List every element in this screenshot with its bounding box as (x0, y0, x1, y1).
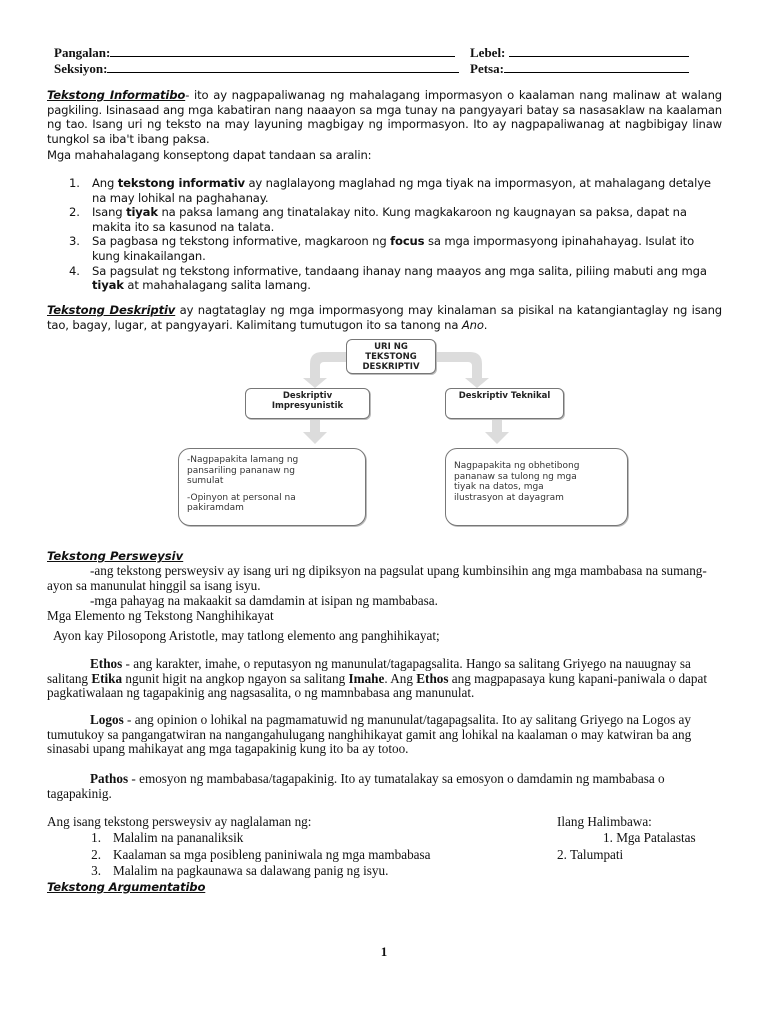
diagram-right-box (445, 388, 564, 419)
section-label: Seksiyon: (54, 61, 108, 76)
aristotle-line: Ayon kay Pilosopong Aristotle, may tatlong elemento ang panghihikayat; (53, 628, 440, 643)
deskriptiv-paragraph: Tekstong Deskriptiv ay nagtataglay ng mga impormasyong may kinalaman sa pisikal na katangiantaglay ng isang tao, bagay, lugar, at pangyayari. Kalimitang tumutugon ito sa tanong na Ano. (47, 303, 723, 332)
informatibo-intro: - ito ay nagpapaliwanag ng mahalagang impormasyon o kaalaman nang malinaw at walang pagkiling. Isinasaad ang mga kabatiran nang naaayon sa mga tunay na pangyayari batay sa nasasaklaw na kaalaman ng tao. Isang uri ng teksto na may layuning magbigay ng impormasyon. Ito ay nagpapaliwanag at nagbibigay linaw tungkol sa iba't ibang paksa. (47, 88, 722, 146)
diagram-right-desc-box (445, 448, 628, 526)
diagram-left-label: Deskriptiv Impresyunistik (271, 391, 344, 411)
list-item: 3. Malalim na pagkaunawa sa dalawang panig ng isyu. (91, 863, 389, 879)
elements-title: Mga Elemento ng Tekstong Nanghihikayat (47, 608, 274, 623)
diagram-root-label: URI NG TEKSTONG DESKRIPTIV (362, 342, 420, 372)
arrow-left-down (303, 420, 327, 444)
ethos-term: Ethos (90, 656, 123, 671)
pathos-paragraph: Pathos - emosyon ng mambabasa/tagapakinig. Ito ay tumatalakay sa emosyon o damdamin ng mambabasa o tagapakinig. (47, 771, 665, 801)
list-item: 2. Isang tiyak na paksa lamang ang tinatalakay nito. Kung magkakaroon ng kaugnayan sa paksa, dapat na makita ito sa kasunod na talata. (69, 205, 687, 234)
persweysiv-title: Tekstong Persweysiv (47, 549, 184, 563)
list-item: 3. Sa pagbasa ng tekstong informative, magkaroon ng focus sa mga impormasyong ipinahahayag. Isulat ito kung kinakailangan. (69, 234, 695, 263)
pathos-term: Pathos (90, 771, 129, 786)
arrow-right-down (485, 420, 509, 444)
persweysiv-title-row (47, 549, 722, 564)
list-item: 1. Malalim na pananaliksik (91, 830, 244, 845)
argumentatibo-title-row (47, 880, 722, 895)
diagram-left-desc-2: -Opinyon at personal na pakiramdam (187, 492, 296, 513)
diagram-root-box (346, 339, 436, 374)
date-label: Petsa: (470, 61, 504, 76)
page-number: 1 (380, 944, 388, 959)
examples-title: Ilang Halimbawa: (557, 814, 652, 829)
list-item: 4. Sa pagsulat ng tekstong informative, tandaang ihanay nang maayos ang mga salita, piliing mabuti ang mga tiyak at mahahalagang salita lamang. (69, 263, 707, 293)
contains-list (47, 831, 507, 879)
diagram-right-label: Deskriptiv Teknikal (458, 391, 551, 401)
informatibo-title: Tekstong Informatibo (47, 88, 186, 102)
arrow-right-curve (436, 352, 489, 388)
persweysiv-line2: -mga pahayag na makaakit sa damdamin at isipan ng mambabasa. (90, 593, 438, 608)
list-item: 1. Ang tekstong informativ ay naglalayong maglahad ng mga tiyak na impormasyon, at mahalagang detalye na may lohikal na paghahanay. (69, 176, 711, 205)
example-1: 1. Mga Patalastas (603, 830, 696, 845)
logos-term: Logos (90, 712, 124, 727)
diagram-left-desc-1: -Nagpapakita lamang ng pansariling pananaw ng sumulat (187, 455, 299, 486)
arrow-left-curve (303, 352, 346, 388)
diagram-right-desc: Nagpapakita ng obhetibong pananaw sa tulong ng mga tiyak na datos, mga ilustrasyon at dayagram (454, 461, 580, 503)
concepts-lead: Mga mahahalagang konseptong dapat tandaan sa aralin: (47, 148, 372, 162)
logos-paragraph: Logos - ang opinion o lohikal na pagmamatuwid ng manunulat/tagapagsalita. Ito ay salitang Griyego na Logos ay tumutukoy sa pangangatwiran na nangangahulugang nanghihikayat gamit ang lohikal na kaalaman o may katwiran ba ang sinasabi upang mahikayat ang mga tagapakinig kung ito ba ay totoo. (47, 712, 692, 757)
diagram-left-desc-box (178, 448, 366, 526)
name-label: Pangalan: (54, 45, 111, 60)
deskriptiv-title: Tekstong Deskriptiv (47, 303, 176, 317)
example-2: 2. Talumpati (557, 847, 624, 862)
ethos-paragraph: Ethos - ang karakter, imahe, o reputasyon ng manunulat/tagapagsalita. Hango sa salitang Griyego na nauugnay sa salitang Etika ngunit higit na angkop ngayon sa salitang Imahe. Ang Ethos ang magpapasaya kung kapani-paniwala o dapat pagkatiwalaan ng tagapakinig ang nagsasalita, o ng mamnbabasa ang manunulat. (47, 656, 708, 701)
diagram-left-box (245, 388, 370, 419)
persweysiv-line1: -ang tekstong persweysiv ay isang uri ng dipiksyon na pagsulat upang kumbinsihin ang mga mambabasa na sumang-ayon sa manunulat hinggil sa isang isyu. (47, 563, 707, 593)
argumentatibo-title: Tekstong Argumentatibo (47, 880, 206, 894)
contains-lead: Ang isang tekstong persweysiv ay naglalaman ng: (47, 814, 312, 829)
list-item: 2. Kaalaman sa mga posibleng paniniwala ng mga mambabasa (91, 846, 431, 862)
level-label: Lebel: (470, 45, 506, 60)
